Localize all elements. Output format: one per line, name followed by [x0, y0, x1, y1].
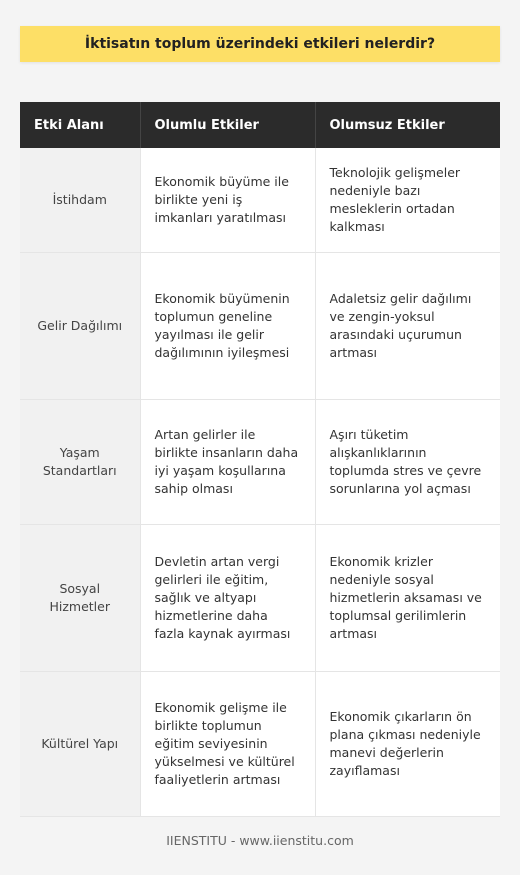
table-row	[20, 148, 500, 253]
impact-table	[20, 102, 500, 817]
table-row	[20, 400, 500, 525]
header-positive: Olumlu Etkiler	[140, 102, 315, 148]
header-area: Etki Alanı	[20, 102, 140, 148]
header-negative: Olumsuz Etkiler	[315, 102, 500, 148]
negative-cell: Ekonomik krizler nedeniyle sosyal hizmetlerin aksaması ve toplumsal gerilimlerin artması	[315, 525, 500, 672]
positive-cell: Ekonomik gelişme ile birlikte toplumun eğitim seviyesinin yükselmesi ve kültürel faaliyetlerin artması	[140, 672, 315, 817]
positive-cell: Devletin artan vergi gelirleri ile eğitim, sağlık ve altyapı hizmetlerine daha fazla kaynak ayırması	[140, 525, 315, 672]
negative-cell: Aşırı tüketim alışkanlıklarının toplumda stres ve çevre sorunlarına yol açması	[315, 400, 500, 525]
area-cell: Yaşam Standartları	[20, 400, 140, 525]
area-cell: İstihdam	[20, 148, 140, 253]
table-row	[20, 525, 500, 672]
area-cell: Gelir Dağılımı	[20, 253, 140, 400]
table-row	[20, 253, 500, 400]
area-cell: Sosyal Hizmetler	[20, 525, 140, 672]
page-title: İktisatın toplum üzerindeki etkileri nelerdir?	[84, 36, 436, 52]
negative-cell: Ekonomik çıkarların ön plana çıkması nedeniyle manevi değerlerin zayıflaması	[315, 672, 500, 817]
positive-cell: Ekonomik büyümenin toplumun geneline yayılması ile gelir dağılımının iyileşmesi	[140, 253, 315, 400]
area-cell: Kültürel Yapı	[20, 672, 140, 817]
table-row	[20, 672, 500, 817]
footer-credit: IIENSTITU - www.iienstitu.com	[166, 833, 354, 848]
positive-cell: Ekonomik büyüme ile birlikte yeni iş imkanları yaratılması	[140, 148, 315, 253]
title-banner	[20, 26, 500, 62]
table-header-row	[20, 102, 500, 148]
positive-cell: Artan gelirler ile birlikte insanların daha iyi yaşam koşullarına sahip olması	[140, 400, 315, 525]
negative-cell: Teknolojik gelişmeler nedeniyle bazı mesleklerin ortadan kalkması	[315, 148, 500, 253]
negative-cell: Adaletsiz gelir dağılımı ve zengin-yoksul arasındaki uçurumun artması	[315, 253, 500, 400]
